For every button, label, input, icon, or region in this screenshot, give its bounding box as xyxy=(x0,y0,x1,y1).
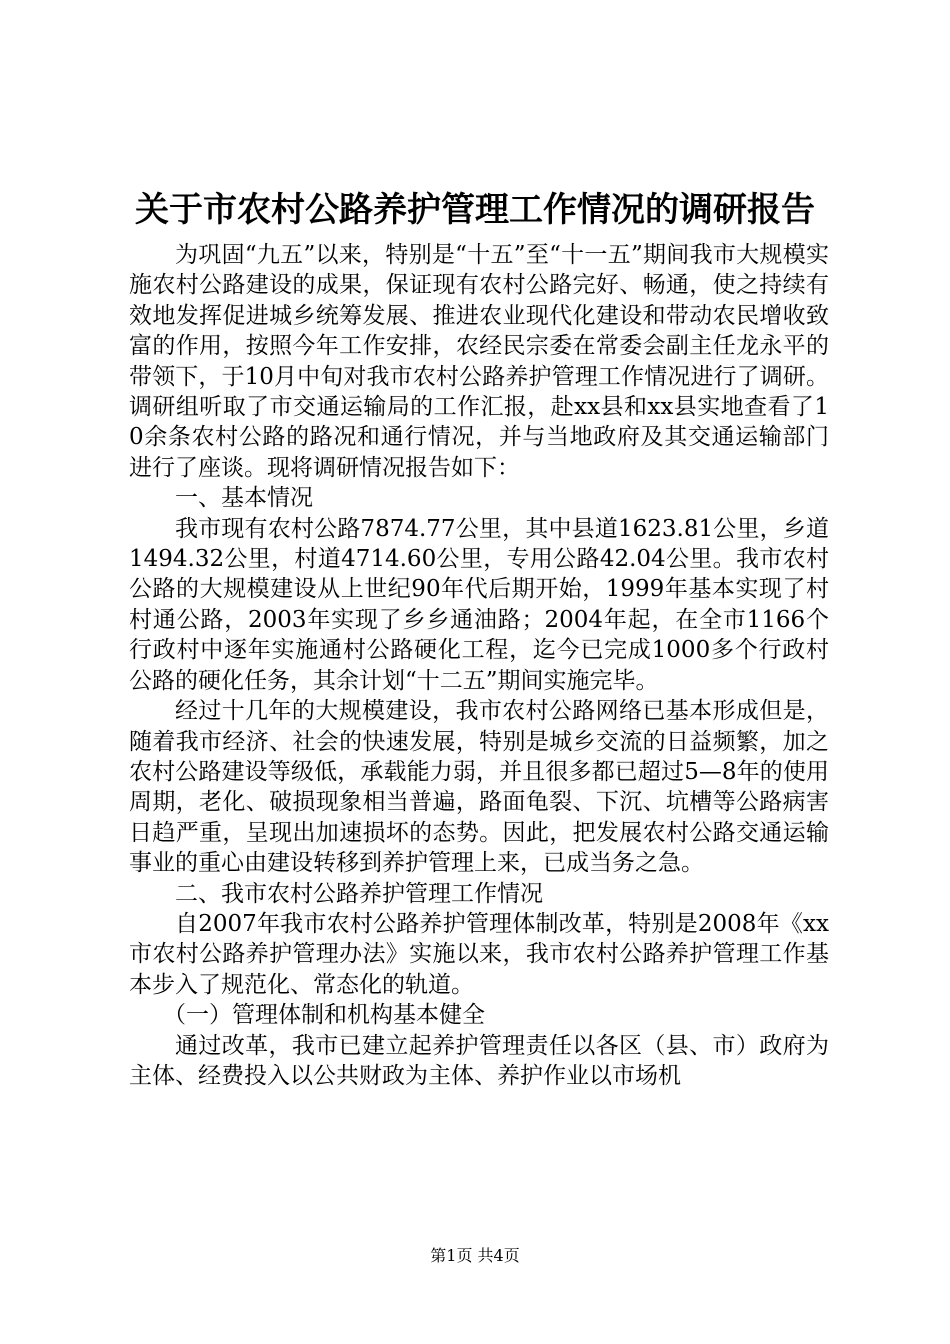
section1-paragraph-2: 经过十几年的大规模建设，我市农村公路网络已基本形成但是，随着我市经济、社会的快速发展，特别是城乡交流的日益频繁，加之农村公路建设等级低，承载能力弱，并且很多都已超过5—8年的使用周期，老化、破损现象相当普遍，路面龟裂、下沉、坑槽等公路病害日趋严重，呈现出加速损坏的态势。因此，把发展农村公路交通运输事业的重心由建设转移到养护管理上来，已成当务之急。 xyxy=(129,698,829,877)
section-heading-maintenance-work: 二、我市农村公路养护管理工作情况 xyxy=(175,880,543,907)
section2-paragraph-1: 自2007年我市农村公路养护管理体制改革，特别是2008年《xx市农村公路养护管理办法》实施以来，我市农村公路养护管理工作基本步入了规范化、常态化的轨道。 xyxy=(129,910,829,998)
document-body xyxy=(129,240,829,1091)
subsection-heading-management-system: （一）管理体制和机构基本健全 xyxy=(163,1002,485,1029)
document-title: 关于市农村公路养护管理工作情况的调研报告 xyxy=(135,190,815,230)
section1-paragraph-1: 我市现有农村公路7874.77公里，其中县道1623.81公里，乡道1494.32公里，村道4714.60公里，专用公路42.04公里。我市农村公路的大规模建设从上世纪90年代后期开始，1999年基本实现了村村通公路，2003年实现了乡乡通油路；2004年起，在全市1166个行政村中逐年实施通村公路硬化工程，迄今已完成1000多个行政村公路的硬化任务，其余计划“十二五”期间实施完毕。 xyxy=(129,515,829,694)
subsection1-paragraph-1: 通过改革，我市已建立起养护管理责任以各区（县、市）政府为主体、经费投入以公共财政为主体、养护作业以市场机 xyxy=(129,1032,829,1089)
page-number-footer: 第1页 共4页 xyxy=(430,1246,520,1265)
intro-paragraph: 为巩固“九五”以来，特别是“十五”至“十一五”期间我市大规模实施农村公路建设的成果，保证现有农村公路完好、畅通，使之持续有效地发挥促进城乡统筹发展、推进农业现代化建设和带动农民增收致富的作用，按照今年工作安排，农经民宗委在常委会副主任龙永平的带领下，于10月中旬对我市农村公路养护管理工作情况进行了调研。调研组听取了市交通运输局的工作汇报，赴xx县和xx县实地查看了10余条农村公路的路况和通行情况，并与当地政府及其交通运输部门进行了座谈。现将调研情况报告如下： xyxy=(129,242,829,481)
section-heading-basic-situation: 一、基本情况 xyxy=(175,485,313,512)
